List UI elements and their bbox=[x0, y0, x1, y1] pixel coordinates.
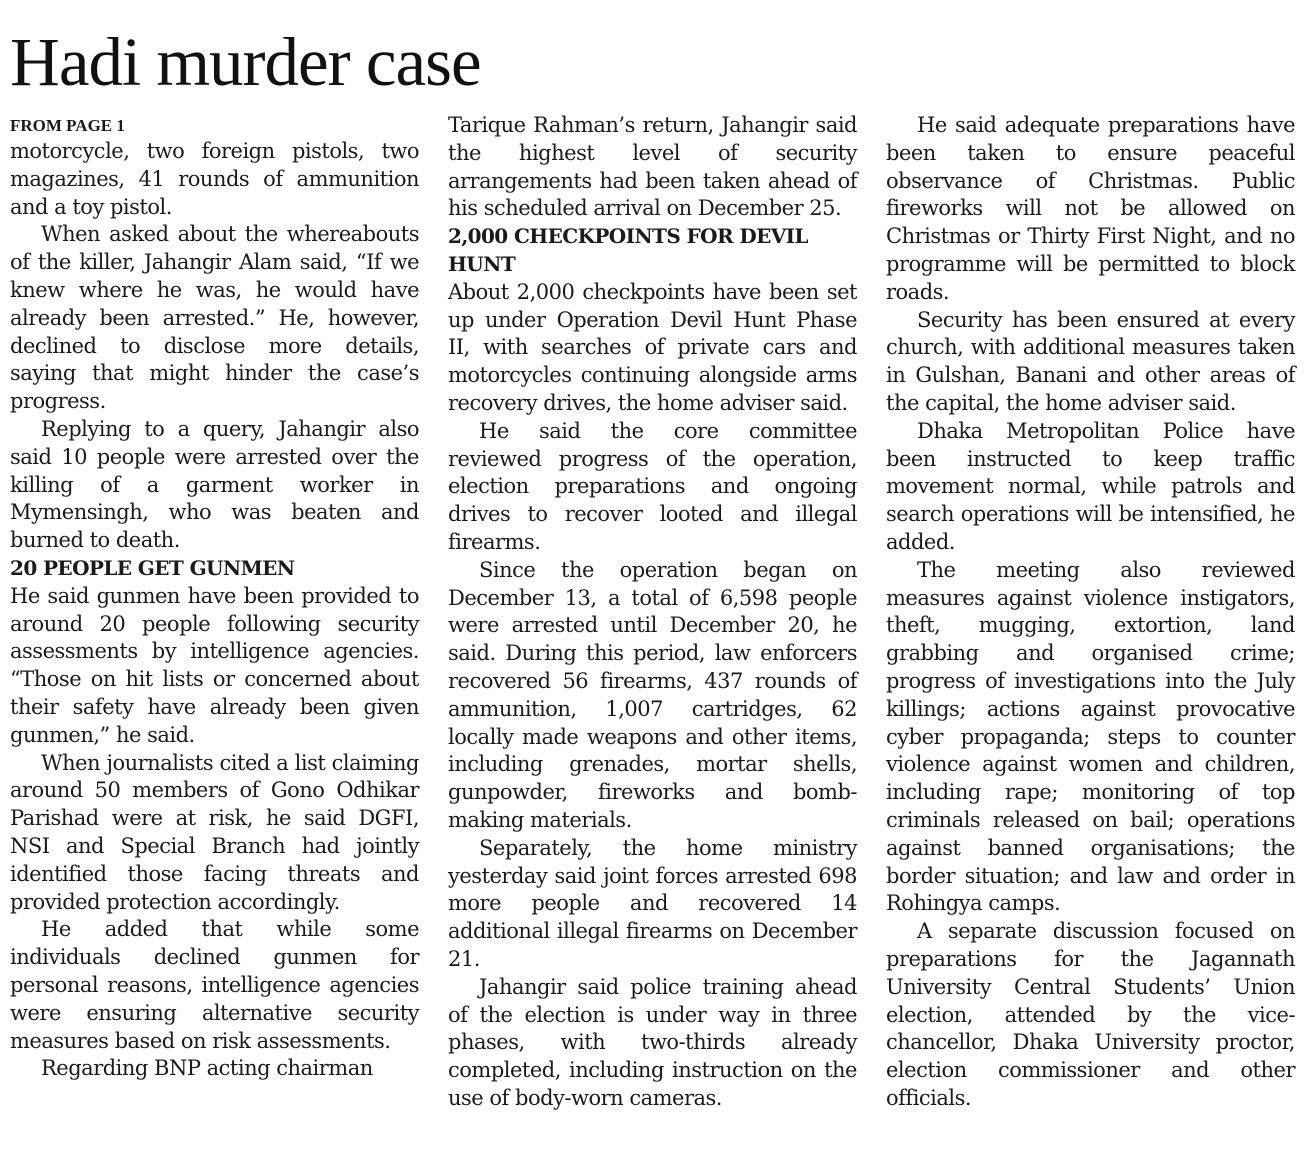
paragraph: The meeting also reviewed measures against violence instigators, theft, mugging, extortion, land grabbing and organised crime; progress of investigations into the July killings; actions against provocative cyber propaganda; steps to counter violence against women and children, including rape; monitoring of top criminals released on bail; operations against banned organisations; the border situation; and law and order in Rohingya camps. bbox=[886, 557, 1295, 916]
paragraph: About 2,000 checkpoints have been set up under Operation Devil Hunt Phase II, with searches of private cars and motorcycles continuing alongside arms recovery drives, the home adviser said. bbox=[448, 279, 857, 415]
paragraph: When asked about the whereabouts of the killer, Jahangir Alam said, “If we knew where he was, he would have already been arrested.” He, however, declined to disclose more details, saying that might hinder the case’s progress. bbox=[10, 222, 419, 414]
paragraph: Separately, the home ministry yesterday said joint forces arrested 698 more people and recovered 14 additional illegal firearms on December 21. bbox=[448, 835, 857, 971]
paragraph: Jahangir said police training ahead of the election is under way in three phases, with two-thirds already completed, including instruction on the use of body-worn cameras. bbox=[448, 974, 857, 1110]
subheading: 2,000 CHECKPOINTS FOR DEVIL HUNT bbox=[448, 224, 808, 276]
paragraph: Dhaka Metropolitan Police have been instructed to keep traffic movement normal, while patrols and search operations will be intensified, he added. bbox=[886, 418, 1295, 554]
subheading: 20 PEOPLE GET GUNMEN bbox=[10, 555, 295, 580]
paragraph: Regarding BNP acting chairman bbox=[41, 1056, 373, 1081]
paragraph: He said the core committee reviewed progress of the operation, election preparations and ongoing drives to recover looted and illegal firearms. bbox=[448, 418, 857, 554]
article-column-1 bbox=[10, 112, 419, 1083]
paragraph: Tarique Rahman’s return, Jahangir said the highest level of security arrangements had been taken ahead of his scheduled arrival on December 25. bbox=[448, 113, 857, 221]
paragraph: motorcycle, two foreign pistols, two magazines, 41 rounds of ammunition and a toy pistol. bbox=[10, 139, 419, 219]
paragraph: Since the operation began on December 13, a total of 6,598 people were arrested until December 20, he said. During this period, law enforcers recovered 56 firearms, 437 rounds of ammunition, 1,007 cartridges, 62 locally made weapons and other items, including grenades, mortar shells, gunpowder, fireworks and bomb-making materials. bbox=[448, 557, 857, 832]
paragraph: He said gunmen have been provided to around 20 people following security assessments by intelligence agencies. “Those on hit lists or concerned about their safety have already been given gunmen,” he said. bbox=[10, 583, 419, 747]
paragraph: A separate discussion focused on preparations for the Jagannath University Central Students’ Union election, attended by the vice-chancellor, Dhaka University proctor, election commissioner and other officials. bbox=[886, 919, 1295, 1110]
page-jump-kicker: FROM PAGE 1 bbox=[10, 116, 125, 135]
article-column-3 bbox=[886, 112, 1295, 1113]
paragraph: When journalists cited a list claiming around 50 members of Gono Odhikar Parishad were at risk, he said DGFI, NSI and Special Branch had jointly identified those facing threats and provided protection accordingly. bbox=[10, 750, 419, 914]
paragraph: He added that while some individuals declined gunmen for personal reasons, intelligence agencies were ensuring alternative security measures based on risk assessments. bbox=[10, 917, 419, 1053]
paragraph: Security has been ensured at every church, with additional measures taken in Gulshan, Banani and other areas of the capital, the home adviser said. bbox=[886, 307, 1295, 415]
headline: Hadi murder case bbox=[10, 24, 481, 100]
article-column-2 bbox=[448, 112, 857, 1113]
paragraph: Replying to a query, Jahangir also said 10 people were arrested over the killing of a garment worker in Mymensingh, who was beaten and burned to death. bbox=[10, 416, 419, 553]
paragraph: He said adequate preparations have been taken to ensure peaceful observance of Christmas. Public fireworks will not be allowed on Christmas or Thirty First Night, and no programme will be permitted to block roads. bbox=[886, 113, 1295, 304]
